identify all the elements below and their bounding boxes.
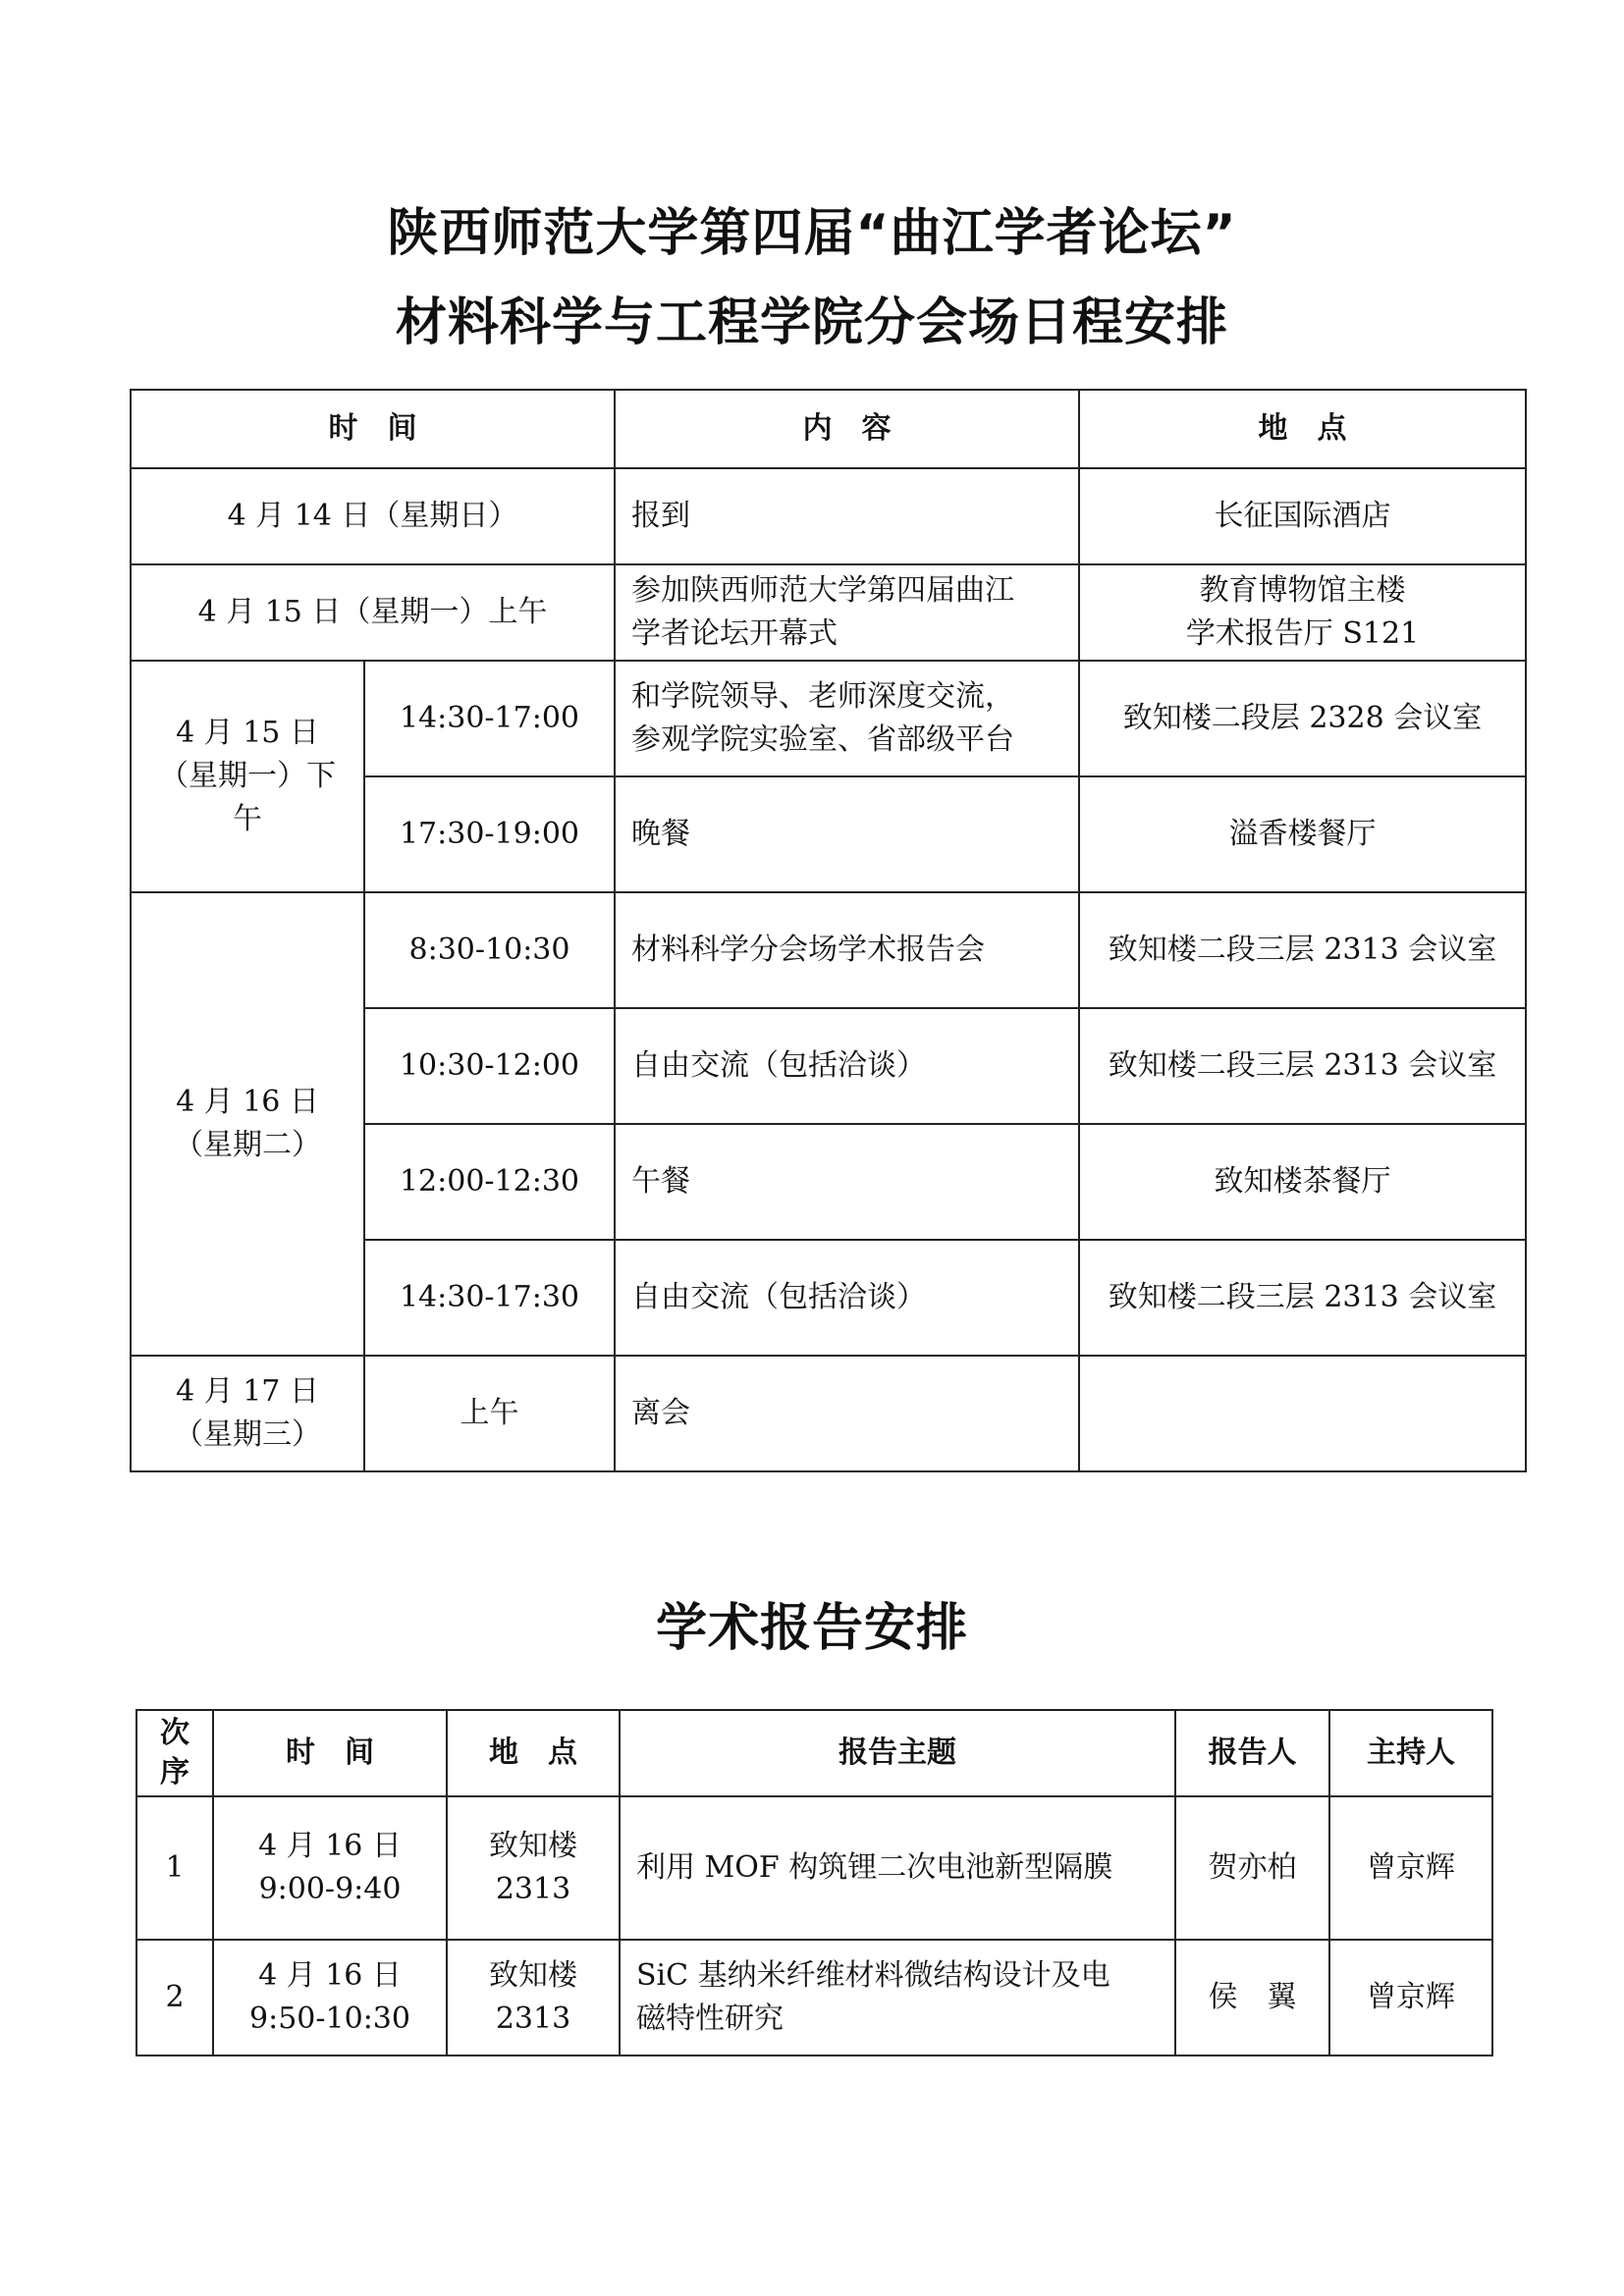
schedule-row: [131, 661, 1526, 776]
schedule-row: [131, 468, 1526, 564]
schedule-place: 致知楼二段层 2328 会议室: [1079, 661, 1526, 776]
report-row: [136, 1940, 1492, 2056]
schedule-time: 8:30-10:30: [364, 892, 615, 1008]
schedule-date: [131, 892, 364, 1356]
report-place-line: 致知楼: [489, 1829, 577, 1863]
schedule-place: 致知楼二段三层 2313 会议室: [1079, 1008, 1526, 1124]
report-no: 1: [136, 1796, 213, 1940]
reports-header-row: [136, 1710, 1492, 1796]
place-line: 教育博物馆主楼: [1199, 573, 1406, 608]
date-line: 4 月 15 日: [176, 716, 319, 750]
header-order-line: 序: [160, 1755, 189, 1789]
schedule-time: 14:30-17:00: [364, 661, 615, 776]
report-date-line: 4 月 16 日: [258, 1829, 402, 1863]
schedule-date: [131, 1356, 364, 1471]
content-line: 参加陕西师范大学第四届曲江: [631, 573, 1014, 608]
report-topic-line: SiC 基纳米纤维材料微结构设计及电: [636, 1958, 1110, 1993]
header-speaker: 报告人: [1175, 1710, 1329, 1796]
report-row: [136, 1796, 1492, 1940]
header-place: 地 点: [1079, 390, 1526, 468]
header-host: 主持人: [1329, 1710, 1492, 1796]
schedule-content: 午餐: [615, 1124, 1079, 1240]
content-line: 和学院领导、老师深度交流，: [631, 679, 1014, 714]
report-topic-line: 利用 MOF 构筑锂二次电池新型隔膜: [636, 1850, 1113, 1885]
report-topic: [620, 1796, 1175, 1940]
schedule-place: 溢香楼餐厅: [1079, 776, 1526, 892]
content-line: 参观学院实验室、省部级平台: [631, 722, 1014, 757]
schedule-row: [131, 892, 1526, 1008]
header-content: 内 容: [615, 390, 1079, 468]
schedule-row: [131, 1356, 1526, 1471]
schedule-content: 报到: [615, 468, 1079, 564]
schedule-content: [615, 661, 1079, 776]
header-time: 时 间: [131, 390, 615, 468]
schedule-time: 上午: [364, 1356, 615, 1471]
schedule-content: 自由交流（包括洽谈）: [615, 1008, 1079, 1124]
report-topic: [620, 1940, 1175, 2056]
report-speaker: 侯 翼: [1175, 1940, 1329, 2056]
report-date-line: 4 月 16 日: [258, 1958, 402, 1993]
schedule-content: 材料科学分会场学术报告会: [615, 892, 1079, 1008]
page-title-line1: 陕西师范大学第四届“曲江学者论坛”: [387, 204, 1237, 263]
report-time: [213, 1940, 447, 2056]
schedule-place: [1079, 1356, 1526, 1471]
schedule-header-row: [131, 390, 1526, 468]
date-line: （星期三）: [174, 1417, 321, 1452]
header-time: 时 间: [213, 1710, 447, 1796]
schedule-row: [131, 564, 1526, 661]
report-time-line: 9:50-10:30: [249, 2002, 410, 2036]
schedule-time: 14:30-17:30: [364, 1240, 615, 1356]
schedule-content: [615, 564, 1079, 661]
report-host: 曾京辉: [1329, 1940, 1492, 2056]
date-line: （星期一）下: [159, 759, 336, 793]
schedule-time: 10:30-12:00: [364, 1008, 615, 1124]
schedule-date: 4 月 15 日（星期一）上午: [131, 564, 615, 661]
date-line: 午: [233, 802, 262, 836]
date-line: 4 月 17 日: [176, 1374, 319, 1409]
report-place-line: 2313: [495, 2002, 571, 2036]
schedule-table: [130, 389, 1527, 1472]
schedule-place: [1079, 564, 1526, 661]
schedule-content: 自由交流（包括洽谈）: [615, 1240, 1079, 1356]
reports-title: 学术报告安排: [655, 1599, 968, 1658]
report-time: [213, 1796, 447, 1940]
schedule-time: 12:00-12:30: [364, 1124, 615, 1240]
schedule-place: 长征国际酒店: [1079, 468, 1526, 564]
page-title-line2: 材料科学与工程学院分会场日程安排: [395, 294, 1228, 352]
schedule-date: [131, 661, 364, 892]
report-host: 曾京辉: [1329, 1796, 1492, 1940]
schedule-place: 致知楼二段三层 2313 会议室: [1079, 892, 1526, 1008]
schedule-content: 晚餐: [615, 776, 1079, 892]
place-line: 学术报告厅 S121: [1185, 616, 1420, 651]
header-topic: 报告主题: [620, 1710, 1175, 1796]
reports-table: [135, 1709, 1493, 2056]
schedule-content: 离会: [615, 1356, 1079, 1471]
report-place: [447, 1940, 620, 2056]
schedule-date: 4 月 14 日（星期日）: [131, 468, 615, 564]
report-time-line: 9:00-9:40: [258, 1872, 402, 1906]
header-place: 地 点: [447, 1710, 620, 1796]
report-speaker: 贺亦柏: [1175, 1796, 1329, 1940]
schedule-place: 致知楼茶餐厅: [1079, 1124, 1526, 1240]
header-order: [136, 1710, 213, 1796]
date-line: 4 月 16 日: [176, 1085, 319, 1119]
date-line: （星期二）: [174, 1128, 321, 1162]
content-line: 学者论坛开幕式: [631, 616, 838, 651]
schedule-place: 致知楼二段三层 2313 会议室: [1079, 1240, 1526, 1356]
header-order-line: 次: [160, 1716, 189, 1750]
schedule-time: 17:30-19:00: [364, 776, 615, 892]
report-place: [447, 1796, 620, 1940]
report-topic-line: 磁特性研究: [636, 2002, 784, 2036]
report-no: 2: [136, 1940, 213, 2056]
report-place-line: 致知楼: [489, 1958, 577, 1993]
report-place-line: 2313: [495, 1872, 571, 1906]
